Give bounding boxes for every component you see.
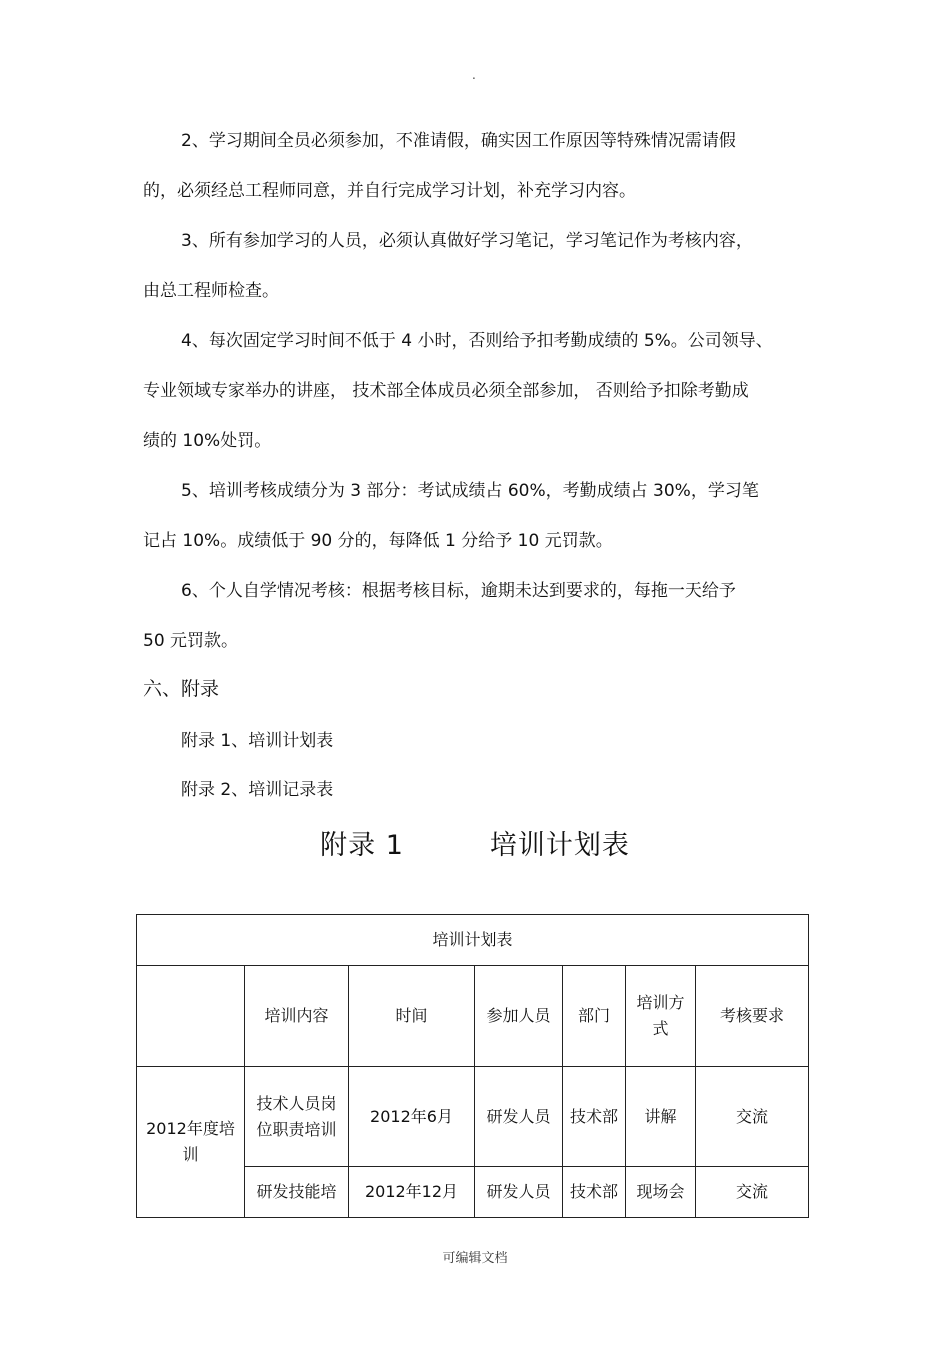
section-heading-appendix: 六、附录 <box>143 678 220 700</box>
page-mark: . <box>472 68 476 82</box>
paragraph-5-line-1: 5、培训考核成绩分为 3 部分：考试成绩占 60%，考勤成绩占 30%，学习笔 <box>181 481 759 501</box>
group-line-2: 训 <box>182 1145 199 1164</box>
header-method <box>626 966 696 1067</box>
appendix-item-1: 附录 1、培训计划表 <box>181 731 334 751</box>
header-participants: 参加人员 <box>475 966 563 1067</box>
row-2-content: 研发技能培 <box>245 1167 349 1218</box>
paragraph-6-line-1: 6、个人自学情况考核：根据考核目标，逾期未达到要求的，每拖一天给予 <box>181 581 736 601</box>
row-1-method: 讲解 <box>626 1067 696 1167</box>
group-line-1: 2012年度培 <box>146 1119 235 1138</box>
header-requirement: 考核要求 <box>696 966 809 1067</box>
row-1-dept: 技术部 <box>563 1067 626 1167</box>
header-time: 时间 <box>349 966 475 1067</box>
row-2-method: 现场会 <box>626 1167 696 1218</box>
paragraph-6-line-2: 50 元罚款。 <box>143 631 239 651</box>
row-1-participants: 研发人员 <box>475 1067 563 1167</box>
row-1-requirement: 交流 <box>696 1067 809 1167</box>
row-2-participants: 研发人员 <box>475 1167 563 1218</box>
table-caption: 培训计划表 <box>137 915 809 966</box>
appendix-item-2: 附录 2、培训记录表 <box>181 780 334 800</box>
paragraph-2-line-1: 2、学习期间全员必须参加，不准请假，确实因工作原因等特殊情况需请假 <box>181 131 736 151</box>
header-method-line-1: 培训方 <box>636 993 685 1012</box>
paragraph-3-line-2: 由总工程师检查。 <box>143 281 279 301</box>
group-cell <box>137 1067 245 1218</box>
header-dept: 部门 <box>563 966 626 1067</box>
paragraph-5-line-2: 记占 10%。成绩低于 90 分的，每降低 1 分给予 10 元罚款。 <box>143 531 613 551</box>
footer-note: 可编辑文档 <box>442 1251 508 1266</box>
header-method-line-2: 式 <box>652 1019 669 1038</box>
row-1-content-line-2: 位职责培训 <box>256 1119 337 1139</box>
paragraph-4-line-3: 绩的 10%处罚。 <box>143 431 272 451</box>
row-2-requirement: 交流 <box>696 1167 809 1218</box>
training-plan-table <box>136 914 809 1218</box>
header-content: 培训内容 <box>245 966 349 1067</box>
row-1-content <box>245 1067 349 1167</box>
row-1-content-line-1: 技术人员岗 <box>256 1093 337 1113</box>
row-1-time: 2012年6月 <box>349 1067 475 1167</box>
paragraph-3-line-1: 3、所有参加学习的人员，必须认真做好学习笔记，学习笔记作为考核内容， <box>181 231 753 251</box>
paragraph-4-line-1: 4、每次固定学习时间不低于 4 小时，否则给予扣考勤成绩的 5%。公司领导、 <box>181 331 773 351</box>
paragraph-2-line-2: 的，必须经总工程师同意，并自行完成学习计划，补充学习内容。 <box>143 181 636 201</box>
appendix-title <box>0 823 950 862</box>
appendix-title-name: 培训计划表 <box>489 830 630 861</box>
paragraph-4-line-2: 专业领域专家举办的讲座， 技术部全体成员必须全部参加， 否则给予扣除考勤成 <box>143 381 749 401</box>
row-2-dept: 技术部 <box>563 1167 626 1218</box>
appendix-title-label: 附录 1 <box>320 830 404 861</box>
header-blank <box>137 966 245 1067</box>
row-2-time: 2012年12月 <box>349 1167 475 1218</box>
